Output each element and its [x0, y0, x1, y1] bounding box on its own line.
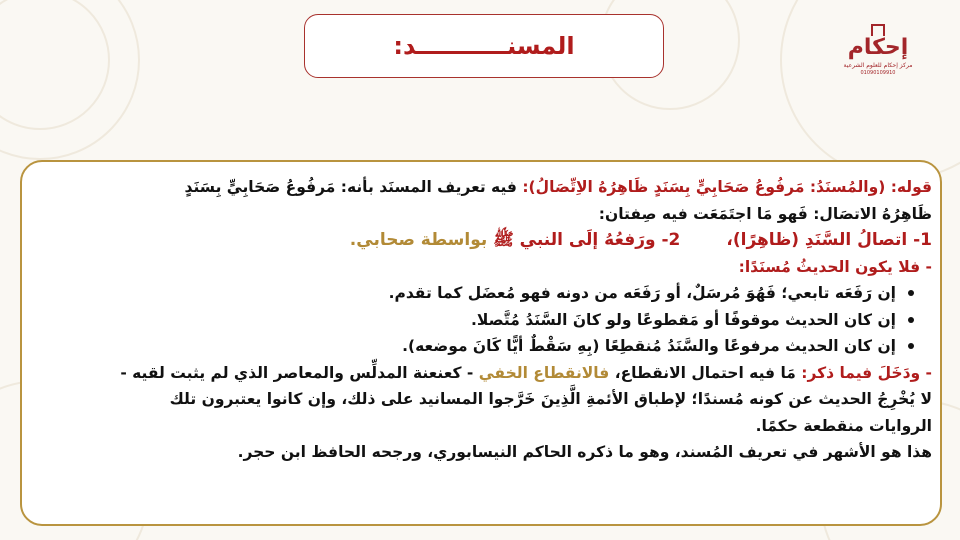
definition-line-2: ظَاهِرُهُ الاتصَال: فَهو مَا اجتَمَعَت فيه صِفتان:	[598, 204, 932, 223]
list-item: إن كان الحديث موقوفًا أو مَقطوعًا ولو كانَ السَّنَدُ مُتَّصلا.	[28, 307, 914, 334]
content-body	[28, 174, 932, 466]
included-tail: - كعنعنة المدلِّس والمعاصر الذي لم يثبت لقيه -	[120, 363, 479, 382]
continuation-line-2: الروايات منقطعة حكمًا.	[755, 416, 932, 435]
quote-text: قوله: (والمُسنَدُ: مَرفُوعُ صَحَابِيٍّ بِسَنَدٍ ظَاهِرُهُ الاِتِّصَالُ):	[522, 178, 932, 196]
condition-2-tail: بواسطة صحابي.	[349, 230, 494, 250]
brand-logo	[843, 24, 913, 94]
not-musnad-list	[28, 280, 914, 360]
list-item: إن كان الحديث مرفوعًا والسَّنَدُ مُنقطِعًا (بِهِ سَقْطٌ أيًّا كَانَ موضعه).	[28, 333, 914, 360]
not-musnad-heading: - فلا يكون الحديثُ مُسنَدًا:	[738, 257, 932, 276]
conditions-line	[28, 227, 932, 254]
definition-text: فيه تعريف المسنَد بأنه: مَرفُوعُ صَحَابِيٍّ بِسَنَدٍ	[184, 178, 523, 196]
slide-title: المسنـــــــــــد:	[393, 32, 575, 60]
conclusion-line: هذا هو الأشهر في تعريف المُسند، وهو ما ذكره الحاكم النيسابوري، ورجحه الحافظ ابن حجر.	[237, 443, 932, 461]
title-box	[304, 14, 664, 78]
condition-1: 1- اتصالُ السَّنَدِ (ظاهِرًا)،	[726, 230, 932, 250]
included-line	[28, 360, 932, 387]
list-item: إن رَفَعَه تابعي؛ فَهُوَ مُرسَلٌ، أو رَفَعَه من دونه فهو مُعضَل كما تقدم.	[28, 280, 914, 307]
logo-name: إحكام	[847, 35, 909, 60]
logo-subtitle: مركز إحكام للعلوم الشرعية	[843, 62, 913, 69]
condition-2: 2- ورَفعُهُ إلَى النبي ﷺ	[493, 230, 681, 250]
included-text: مَا فيه احتمال الانقطاع،	[609, 363, 802, 382]
included-label: - ودَخَلَ فيما ذكر:	[801, 363, 932, 382]
logo-phone: 01090109910	[860, 70, 896, 76]
continuation-line: لا يُخْرِجُ الحديث عن كونه مُسندًا؛ لإطباق الأئمةِ الَّذِينَ خَرَّجوا المسانيد على ذلك، وإن كانوا يعتبرون تلك	[169, 390, 932, 408]
hidden-break-term: فالانقطاع الخفي	[478, 363, 610, 382]
definition-line	[28, 174, 932, 201]
